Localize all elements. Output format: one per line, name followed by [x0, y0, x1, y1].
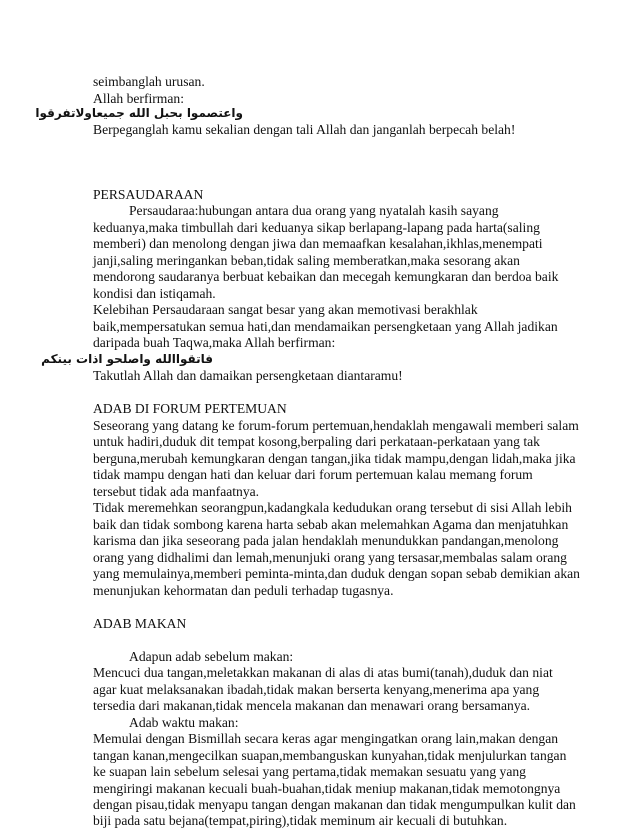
text-line: Memulai dengan Bismillah secara keras agar mengingatkan orang lain,makan dengan [93, 731, 559, 746]
text-line: Berpeganglah kamu sekalian dengan tali Allah dan janganlah berpecah belah! [93, 122, 516, 137]
text-line: Adab waktu makan: [129, 715, 239, 730]
section-heading: PERSAUDARAAN [93, 187, 204, 202]
text-line: Adapun adab sebelum makan: [129, 649, 294, 664]
text-line: orang yang didhalimi dan lemah,menunjuki orang yang tersasar,membalas salam orang [93, 550, 567, 565]
text-line: daripada buah Taqwa,maka Allah berfirman: [93, 335, 336, 350]
text-line: Tidak meremehkan seorangpun,kadangkala kedudukan orang tersebut di sisi Allah lebih [93, 500, 572, 515]
section-heading: ADAB MAKAN [93, 616, 187, 631]
text-line: berguna,merubah kemungkaran dengan tangan,jika tidak mampu,dengan lidah,maka jika [93, 451, 576, 466]
text-line: tangan kanan,mengecilkan suapan,membanguskan kunyahan,tidak menjulurkan tangan [93, 748, 567, 763]
section-heading: ADAB DI FORUM PERTEMUAN [93, 401, 287, 416]
text-line: untuk hadiri,duduk dit tempat kosong,berpaling dari perkataan-perkataan yang tak [93, 434, 540, 449]
text-line: Allah berfirman: [93, 91, 184, 106]
arabic-verse: واعتصموا بحبل الله جميعاولاتفرقوا [35, 106, 243, 120]
text-line: baik dan tidak sombong karena harta sebab akan melemahkan Agama dan menjatuhkan [93, 517, 569, 532]
text-line: janji,saling meringankan beban,tidak saling memberatkan,maka sesorang akan [93, 253, 520, 268]
text-line: Persaudaraa:hubungan antara dua orang yang nyatalah kasih sayang [129, 203, 499, 218]
text-line: dengan pisau,tidak menyapu tangan dengan makanan dan tidak mengumpulkan kulit dan [93, 797, 576, 812]
text-line: kondisi dan istiqamah. [93, 286, 216, 301]
text-line: yang memulainya,memberi peminta-minta,dan duduk dengan sopan sebab demikian akan [93, 566, 580, 581]
text-line: biji pada satu bejana(tempat,piring),tidak meminum air kecuali di butuhkan. [93, 813, 508, 828]
text-line: karisma dan jika seseorang pada jalan hendaklah menundukkan pandangan,menolong [93, 533, 559, 548]
text-line: keduanya,maka timbullah dari keduanya sikap berlapang-lapang pada harta(saling [93, 220, 540, 235]
text-line: Takutlah Allah dan damaikan persengketaan diantaramu! [93, 368, 403, 383]
text-line: ke suapan lain sebelum selesai yang pertama,tidak memakan sesuatu yang yang [93, 764, 526, 779]
text-line: mendorong saudaranya berbuat kebaikan dan mecegah kemungkaran dan berdoa baik [93, 269, 559, 284]
text-line: tersedia dari makanan,tidak mencela makanan dan menawari orang bersamanya. [93, 698, 531, 713]
text-line: seimbanglah urusan. [93, 74, 205, 89]
text-line: Seseorang yang datang ke forum-forum pertemuan,hendaklah mengawali memberi salam [93, 418, 579, 433]
text-line: memberi) dan menolong dengan jiwa dan memaafkan kesalahan,ikhlas,menempati [93, 236, 543, 251]
text-line: agar kuat melaksanakan ibadah,tidak makan berserta kenyang,menerima apa yang [93, 682, 540, 697]
text-line: Mencuci dua tangan,meletakkan makanan di alas di atas bumi(tanah),duduk dan niat [93, 665, 553, 680]
text-line: tidak mampu dengan hati dan keluar dari forum pertemuan kalau memang forum [93, 467, 533, 482]
text-line: menunjukan kehormatan dan peduli terhadap tugasnya. [93, 583, 394, 598]
text-line: mengiringi makanan kecuali buah-buahan,tidak meniup makanan,tidak memotongnya [93, 781, 561, 796]
text-line: tersebut tidak ada manfaatnya. [93, 484, 260, 499]
text-line: baik,mempersatukan semua hati,dan mendamaikan persengketaan yang Allah jadikan [93, 319, 558, 334]
arabic-verse: فاتقواالله واصلحو اذات بينكم [41, 352, 213, 366]
text-line: Kelebihan Persaudaraan sangat besar yang akan memotivasi berakhlak [93, 302, 478, 317]
